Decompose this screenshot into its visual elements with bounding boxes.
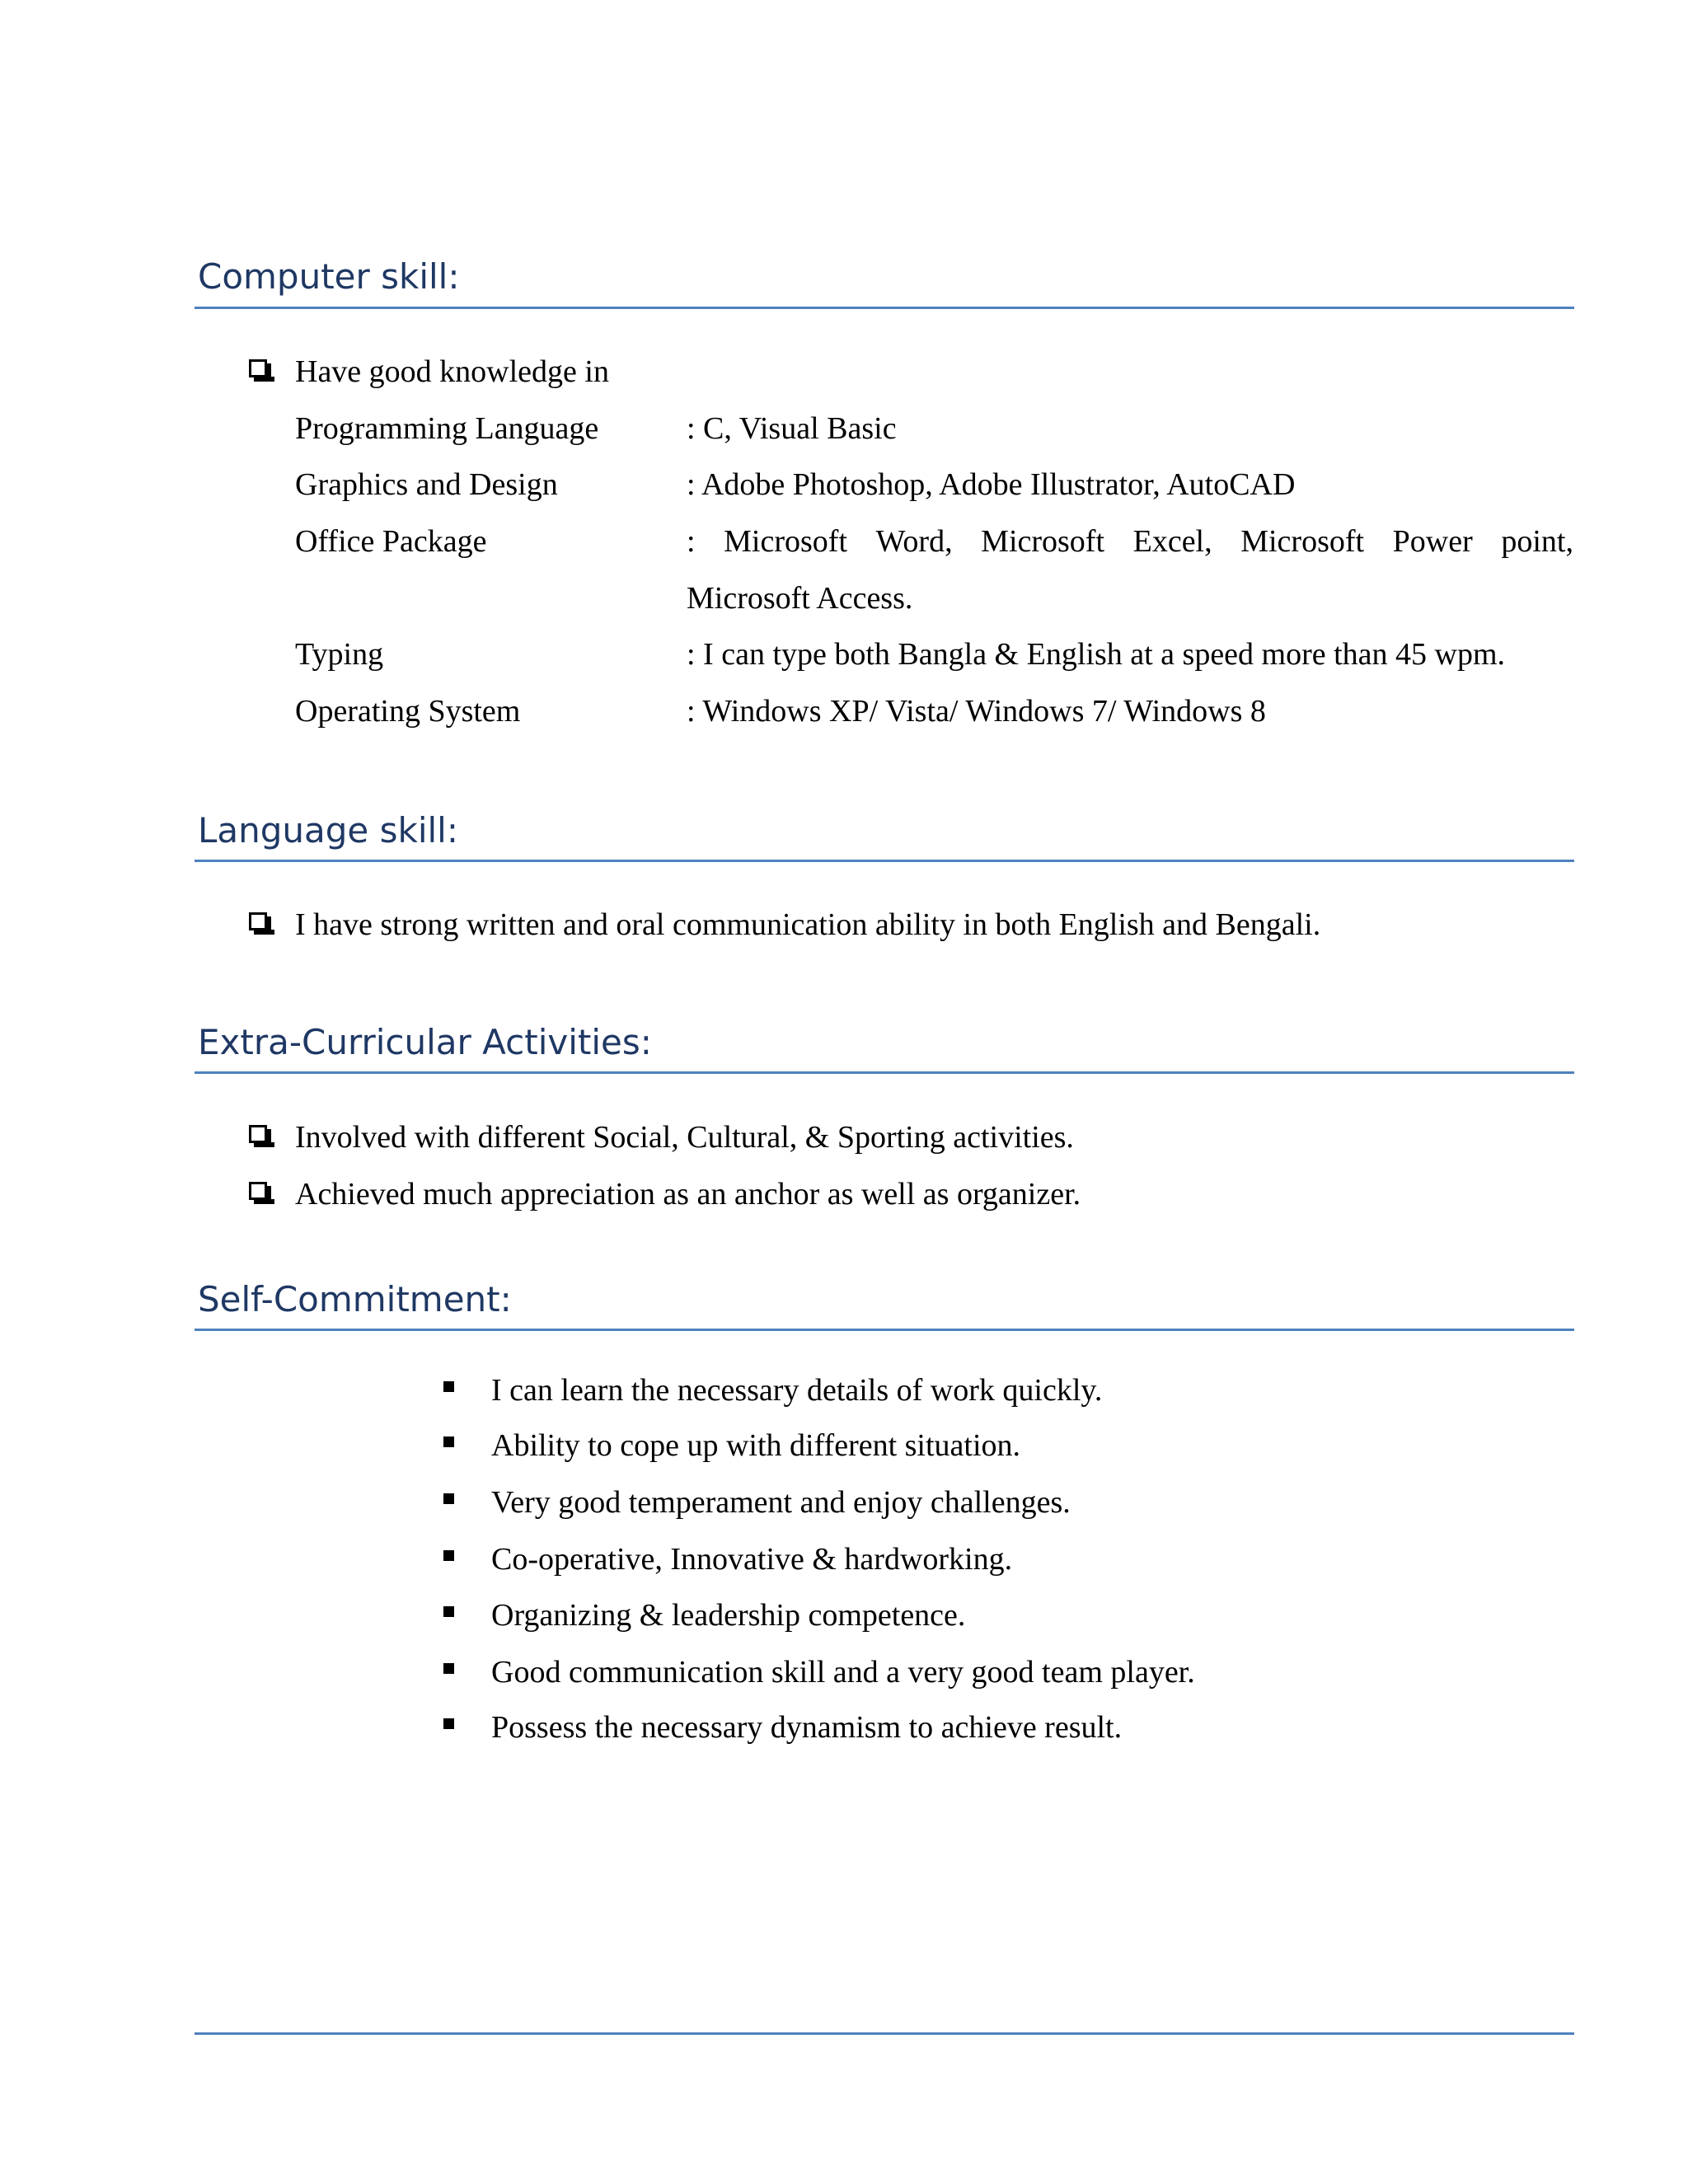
section-divider — [195, 1071, 1574, 1074]
commitment-item: Possess the necessary dynamism to achieve result. — [491, 1710, 1123, 1745]
commitment-item: I can learn the necessary details of work quickly. — [491, 1373, 1103, 1408]
commitment-item: Organizing & leadership competence. — [491, 1598, 966, 1633]
square-bullet-icon — [443, 1550, 454, 1561]
section-divider — [195, 1329, 1574, 1331]
extra-curricular-item: Involved with different Social, Cultural, & Sporting activities. — [295, 1120, 1074, 1155]
extra-curricular-item: Achieved much appreciation as an anchor as well as organizer. — [295, 1177, 1081, 1212]
office-word: Microsoft — [981, 524, 1105, 559]
section-heading-computer-skill: Computer skill: — [198, 256, 460, 297]
skill-label-programming: Programming Language — [295, 411, 599, 446]
square-bullet-icon — [443, 1493, 454, 1504]
section-heading-self-commitment: Self-Commitment: — [198, 1279, 512, 1319]
commitment-item: Very good temperament and enjoy challenges. — [491, 1485, 1071, 1520]
skill-value-office — [687, 526, 1573, 557]
square-bullet-icon — [443, 1436, 454, 1447]
square-bullet-icon — [443, 1606, 454, 1617]
skill-value-graphics: : Adobe Photoshop, Adobe Illustrator, AutoCAD — [687, 467, 1296, 502]
skill-value-os: : Windows XP/ Vista/ Windows 7/ Windows 8 — [687, 694, 1266, 729]
skill-value-typing: : I can type both Bangla & English at a speed more than 45 wpm. — [687, 637, 1506, 672]
office-word: : — [687, 524, 696, 559]
skill-label-graphics: Graphics and Design — [295, 467, 558, 502]
checkbox-bullet-icon — [249, 912, 267, 930]
skill-value-office-continued: Microsoft Access. — [687, 581, 913, 616]
section-divider — [195, 860, 1574, 862]
office-word: Microsoft — [1240, 524, 1365, 559]
commitment-item: Good communication skill and a very good team player. — [491, 1655, 1195, 1690]
section-divider — [195, 307, 1574, 309]
commitment-item: Co-operative, Innovative & hardworking. — [491, 1542, 1013, 1577]
section-heading-language-skill: Language skill: — [198, 810, 458, 851]
square-bullet-icon — [443, 1718, 454, 1729]
checkbox-bullet-icon — [249, 1182, 267, 1200]
office-word: point, — [1501, 524, 1573, 559]
skill-label-office: Office Package — [295, 524, 487, 559]
office-word: Power — [1392, 524, 1473, 559]
computer-skill-intro: Have good knowledge in — [295, 354, 609, 389]
office-word: Excel, — [1132, 524, 1212, 559]
checkbox-bullet-icon — [249, 359, 267, 377]
checkbox-bullet-icon — [249, 1125, 267, 1143]
office-word: Microsoft — [724, 524, 848, 559]
footer-divider — [195, 2032, 1574, 2035]
commitment-item: Ability to cope up with different situation. — [491, 1428, 1021, 1463]
section-heading-extra-curricular: Extra-Curricular Activities: — [198, 1022, 652, 1062]
square-bullet-icon — [443, 1663, 454, 1674]
language-skill-item: I have strong written and oral communication ability in both English and Bengali. — [295, 907, 1321, 942]
skill-value-programming: : C, Visual Basic — [687, 411, 897, 446]
square-bullet-icon — [443, 1381, 454, 1392]
office-word: Word, — [875, 524, 953, 559]
skill-label-typing: Typing — [295, 637, 384, 672]
skill-label-os: Operating System — [295, 694, 521, 729]
